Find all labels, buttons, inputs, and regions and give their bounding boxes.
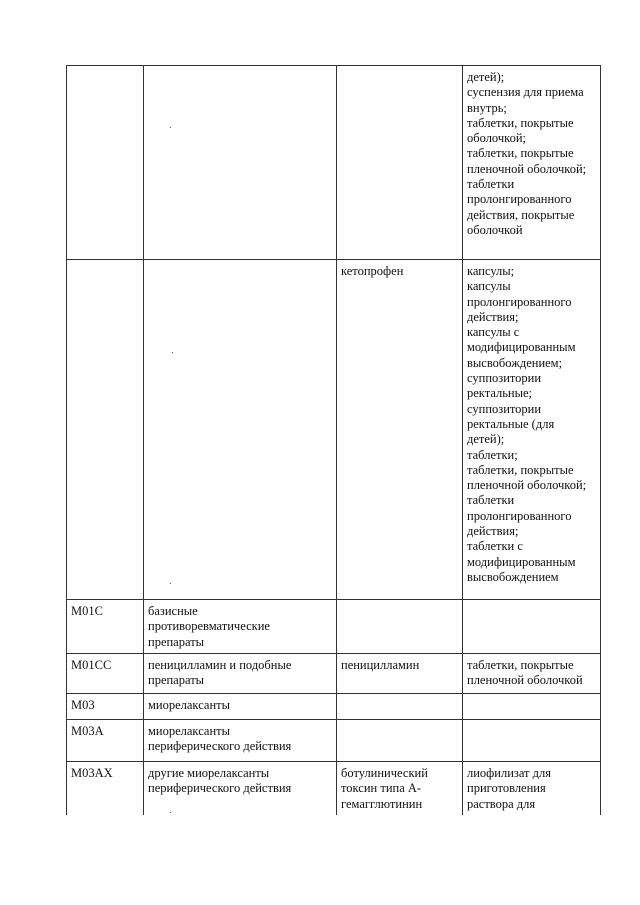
table-row bbox=[67, 762, 601, 816]
scan-speck bbox=[172, 352, 173, 353]
cell-text-line: детей); bbox=[467, 70, 505, 84]
drug-name-cell bbox=[337, 720, 463, 762]
cell-text-line: таблетки, покрытые bbox=[467, 658, 574, 672]
cell-text-line: таблетки, покрытые bbox=[467, 462, 574, 477]
cell-text-line: пеницилламин и подобные bbox=[148, 658, 292, 672]
cell-text-line: таблетки, покрытые bbox=[467, 146, 574, 161]
table-row bbox=[67, 260, 601, 600]
cell-text-line: пленочной оболочкой bbox=[467, 673, 583, 688]
cell-text-line: базисные bbox=[148, 604, 198, 618]
cell-text-line: таблетки bbox=[467, 177, 515, 192]
dosage-forms-cell bbox=[463, 762, 601, 816]
cell-text-line: ректальные; bbox=[467, 386, 533, 401]
dosage-forms-cell bbox=[463, 720, 601, 762]
anatomical-therapeutic-group-cell bbox=[144, 66, 337, 260]
dosage-forms-cell bbox=[463, 654, 601, 694]
cell-text-line: суппозитории bbox=[467, 401, 542, 416]
cell-text-line: периферического действия bbox=[148, 781, 292, 796]
cell-text-line: суппозитории bbox=[467, 371, 542, 386]
cell-text-line: противоревматические bbox=[148, 619, 270, 634]
cell-text-line: капсулы; bbox=[467, 264, 515, 278]
cell-text-line: миорелаксанты bbox=[148, 698, 230, 712]
atc-code-cell bbox=[67, 720, 144, 762]
scan-speck bbox=[170, 812, 171, 813]
cell-text-line: пеницилламин bbox=[341, 658, 420, 672]
cell-text-line: M03 bbox=[71, 698, 95, 712]
table-row bbox=[67, 720, 601, 762]
cell-text-line: пленочной оболочкой; bbox=[467, 161, 587, 176]
drug-name-cell bbox=[337, 762, 463, 816]
atc-code-cell bbox=[67, 600, 144, 654]
cell-text-line: M03A bbox=[71, 724, 104, 738]
anatomical-therapeutic-group-cell bbox=[144, 694, 337, 720]
cell-text-line: капсулы bbox=[467, 279, 511, 294]
cell-text-line: M01CC bbox=[71, 658, 112, 672]
scan-speck bbox=[170, 583, 171, 584]
cell-text-line: детей); bbox=[467, 432, 505, 447]
cell-text-line: таблетки; bbox=[467, 447, 518, 462]
cell-text-line: суспензия для приема bbox=[467, 85, 584, 100]
cell-text-line: приготовления bbox=[467, 781, 546, 796]
table-row bbox=[67, 654, 601, 694]
drug-name-cell bbox=[337, 260, 463, 600]
cell-text-line: пролонгированного bbox=[467, 508, 572, 523]
drug-name-cell bbox=[337, 66, 463, 260]
dosage-forms-cell bbox=[463, 600, 601, 654]
cell-text-line: раствора для bbox=[467, 796, 536, 811]
cell-text-line: высвобождением; bbox=[467, 355, 563, 370]
atc-code-cell bbox=[67, 694, 144, 720]
cell-text-line: действия, покрытые bbox=[467, 207, 575, 222]
atc-code-cell bbox=[67, 260, 144, 600]
cell-text-line: модифицированным bbox=[467, 554, 576, 569]
cell-text-line: модифицированным bbox=[467, 340, 576, 355]
dosage-forms-cell bbox=[463, 260, 601, 600]
cell-text-line: препараты bbox=[148, 634, 205, 649]
atc-code-cell bbox=[67, 762, 144, 816]
cell-text-line: пленочной оболочкой; bbox=[467, 478, 587, 493]
anatomical-therapeutic-group-cell bbox=[144, 720, 337, 762]
cell-text-line: таблетки с bbox=[467, 539, 523, 554]
drug-name-cell bbox=[337, 600, 463, 654]
cell-text-line: действия; bbox=[467, 524, 519, 539]
cell-text-line: пролонгированного bbox=[467, 192, 572, 207]
cell-text-line: ректальные (для bbox=[467, 416, 555, 431]
cell-text-line: миорелаксанты bbox=[148, 724, 230, 738]
cell-text-line: M01C bbox=[71, 604, 103, 618]
cell-text-line: внутрь; bbox=[467, 100, 507, 115]
cell-text-line: действия; bbox=[467, 309, 519, 324]
anatomical-therapeutic-group-cell bbox=[144, 762, 337, 816]
cell-text-line: кетопрофен bbox=[341, 264, 404, 278]
scan-speck bbox=[170, 127, 171, 128]
drug-name-cell bbox=[337, 694, 463, 720]
anatomical-therapeutic-group-cell bbox=[144, 654, 337, 694]
drug-name-cell bbox=[337, 654, 463, 694]
dosage-forms-cell bbox=[463, 66, 601, 260]
cell-text-line: высвобождением bbox=[467, 569, 559, 584]
table-row bbox=[67, 66, 601, 260]
cell-text-line: таблетки bbox=[467, 493, 515, 508]
cell-text-line: другие миорелаксанты bbox=[148, 766, 270, 780]
table-row bbox=[67, 694, 601, 720]
anatomical-therapeutic-group-cell bbox=[144, 260, 337, 600]
atc-code-cell bbox=[67, 654, 144, 694]
cell-text-line: ботулинический bbox=[341, 766, 428, 780]
anatomical-therapeutic-group-cell bbox=[144, 600, 337, 654]
cell-text-line: препараты bbox=[148, 673, 205, 688]
cell-text-line: токсин типа А- bbox=[341, 781, 422, 796]
cell-text-line: лиофилизат для bbox=[467, 766, 551, 780]
table-row bbox=[67, 600, 601, 654]
cell-text-line: гемагглютинин bbox=[341, 796, 423, 811]
cell-text-line: пролонгированного bbox=[467, 294, 572, 309]
cell-text-line: оболочкой bbox=[467, 222, 523, 237]
cell-text-line: таблетки, покрытые bbox=[467, 115, 574, 130]
cell-text-line: периферического действия bbox=[148, 739, 292, 754]
cell-text-line: капсулы с bbox=[467, 325, 520, 340]
drug-list-table bbox=[66, 65, 601, 815]
cell-text-line: M03AX bbox=[71, 766, 113, 780]
cell-text-line: оболочкой; bbox=[467, 131, 526, 146]
atc-code-cell bbox=[67, 66, 144, 260]
dosage-forms-cell bbox=[463, 694, 601, 720]
